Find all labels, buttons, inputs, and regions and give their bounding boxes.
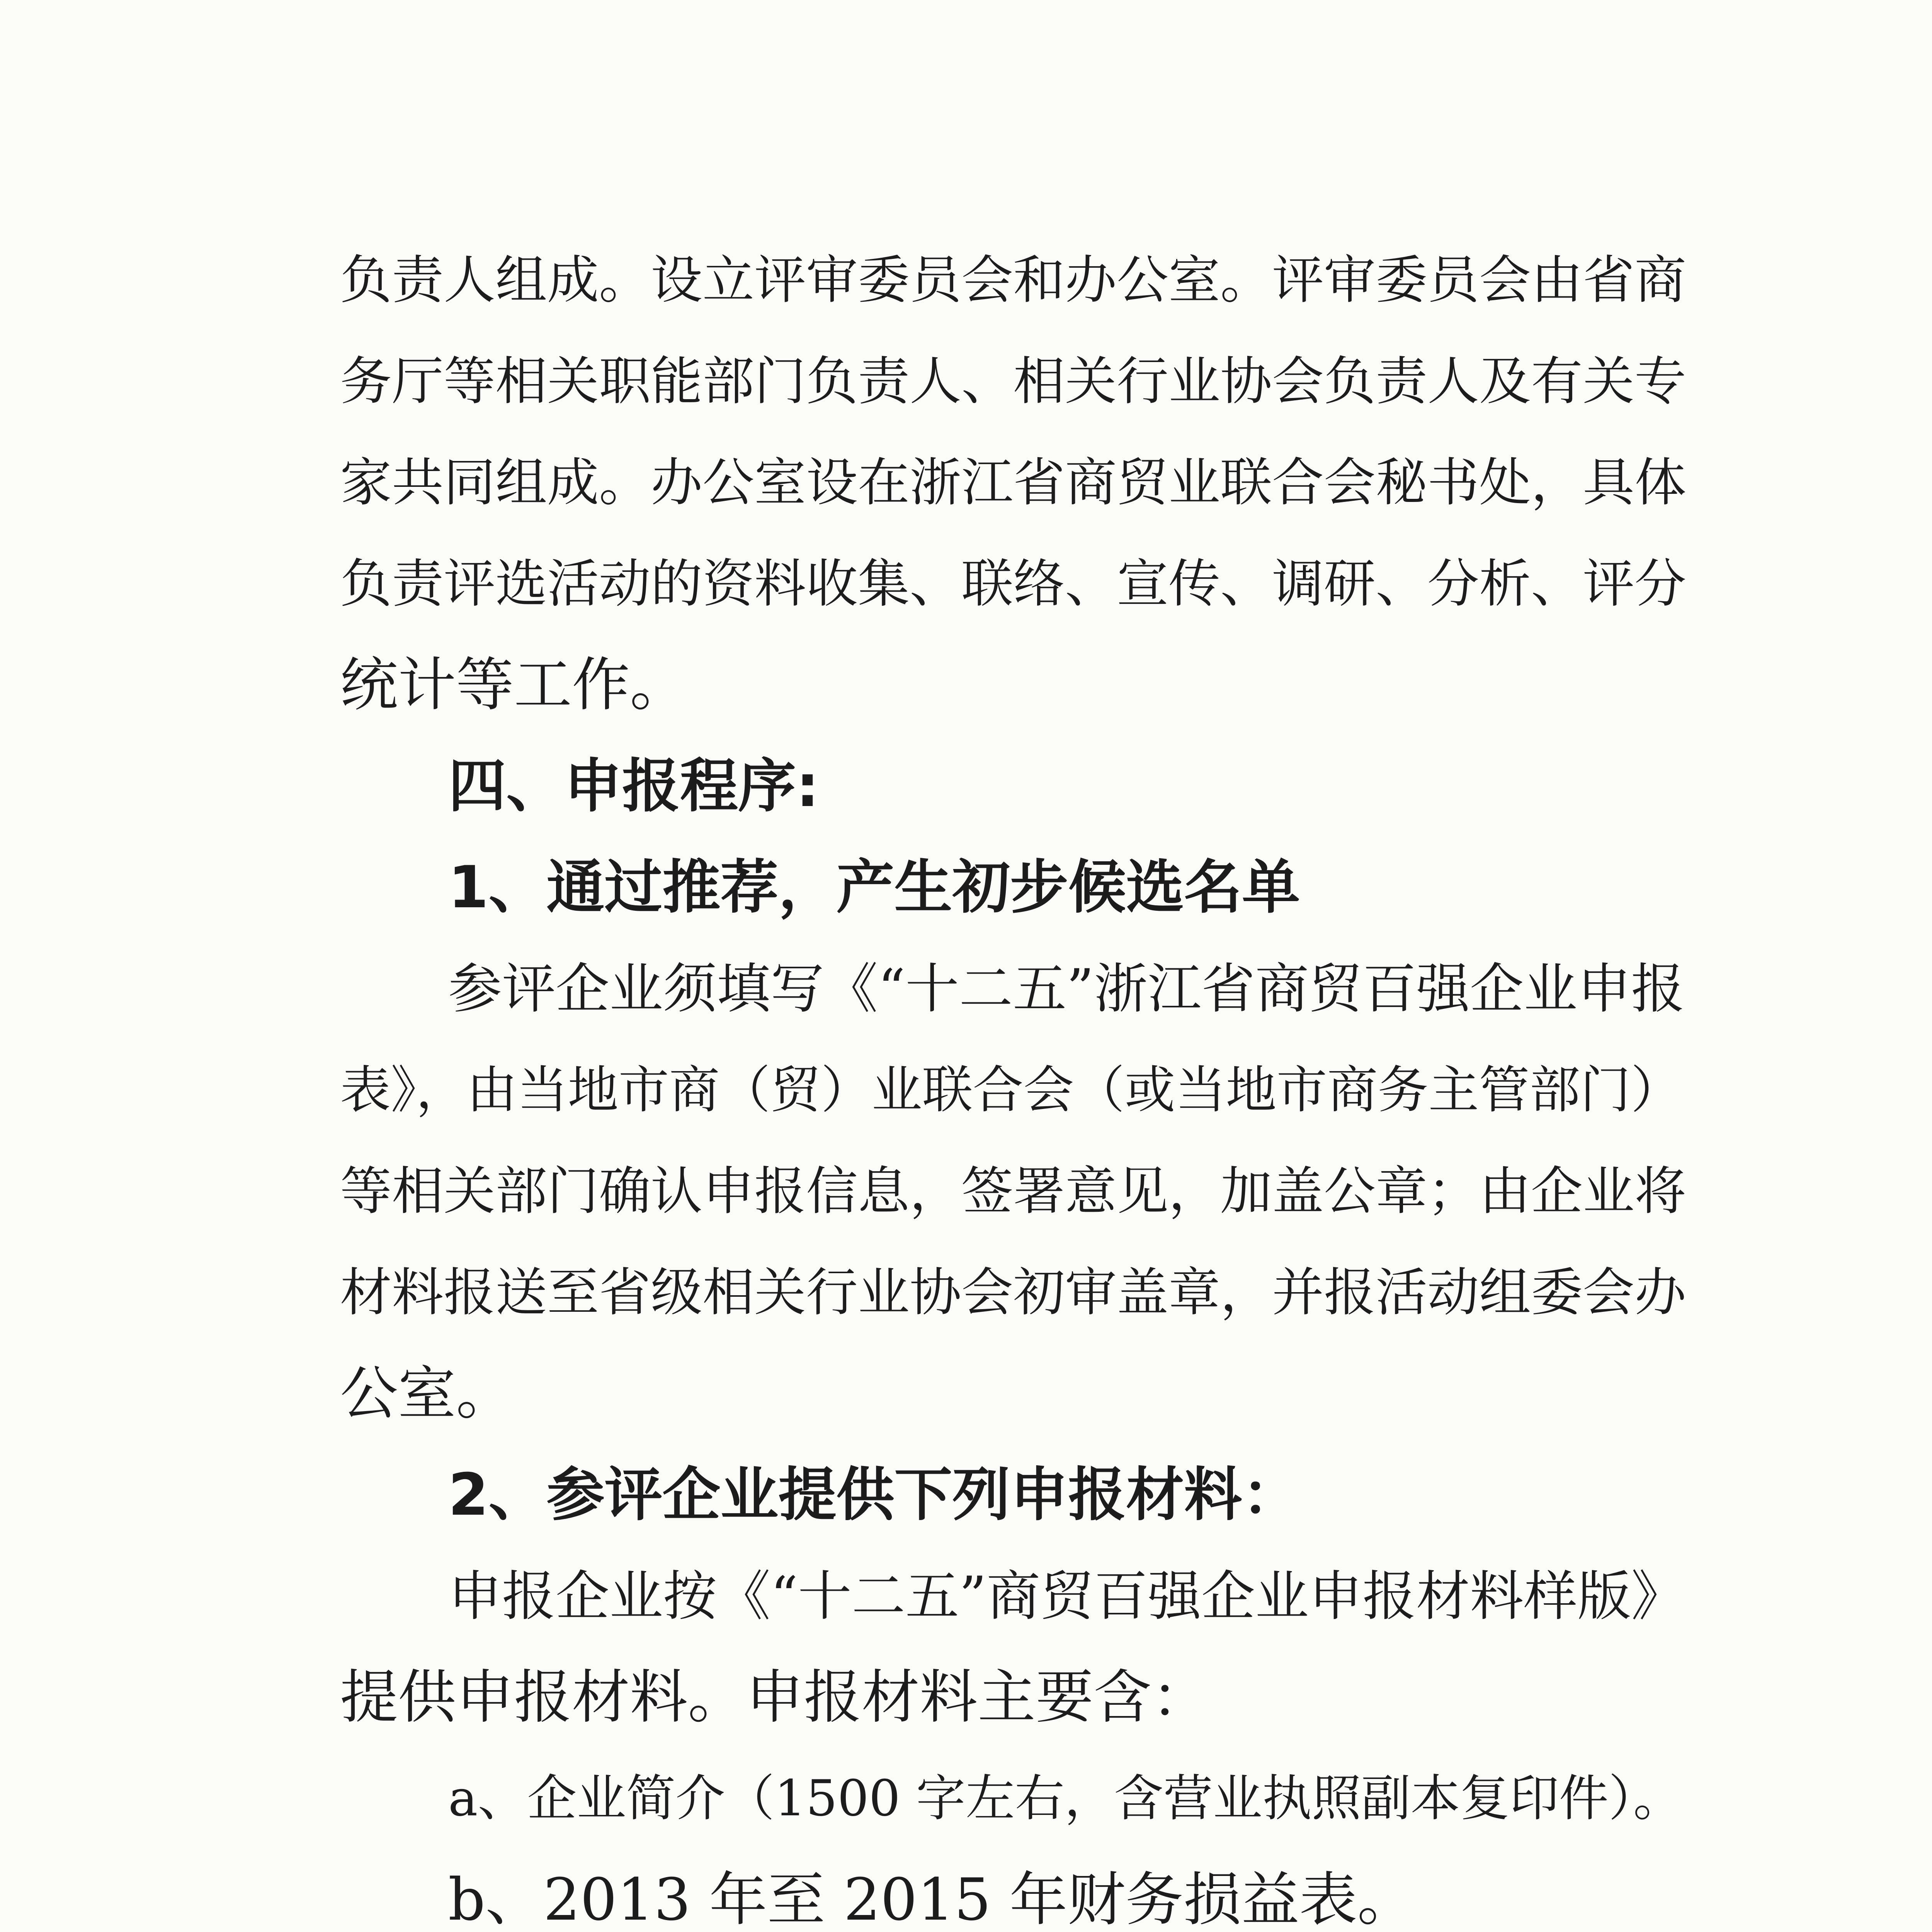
paragraph-line xyxy=(0,1143,1932,1240)
line-text: 提供申报材料。申报材料主要含： xyxy=(340,1664,1210,1731)
paragraph-line xyxy=(0,1244,1932,1341)
paragraph-line xyxy=(0,1345,1932,1442)
paragraph-line xyxy=(0,1042,1932,1138)
paragraph-line xyxy=(0,1649,1932,1746)
paragraph-line xyxy=(0,940,1932,1037)
line-text: 务厅等相关职能部门负责人、相关行业协会负责人及有关专 xyxy=(340,351,1687,412)
line-text: 公室。 xyxy=(340,1360,514,1427)
line-text: 等相关部门确认申报信息，签署意见，加盖公章；由企业将 xyxy=(340,1161,1687,1221)
paragraph-line xyxy=(0,1548,1932,1645)
section-heading xyxy=(0,738,1932,835)
line-text: 表》，由当地市商（贸）业联合会（或当地市商务主管部门） xyxy=(340,1060,1682,1119)
line-text: 四、申报程序: xyxy=(448,753,819,820)
section-heading xyxy=(0,839,1932,936)
line-text: 统计等工作。 xyxy=(340,651,688,719)
line-text: 负责评选活动的资料收集、联络、宣传、调研、分析、评分 xyxy=(340,554,1687,614)
line-text: 材料报送至省级相关行业协会初审盖章，并报活动组委会办 xyxy=(340,1262,1687,1323)
paragraph-line xyxy=(0,637,1932,733)
paragraph-line xyxy=(0,434,1932,531)
line-text: b、2013 年至 2015 年财务损益表。 xyxy=(448,1866,1415,1932)
line-text: 负责人组成。设立评审委员会和办公室。评审委员会由省商 xyxy=(340,250,1687,310)
line-text: 1、通过推荐，产生初步候选名单 xyxy=(448,854,1300,921)
section-heading xyxy=(0,1447,1932,1543)
line-text: 家共同组成。办公室设在浙江省商贸业联合会秘书处，具体 xyxy=(340,452,1687,513)
line-text: a、企业简介（1500 字左右，含营业执照副本复印件）。 xyxy=(448,1770,1683,1827)
line-text: 2、参评企业提供下列申报材料： xyxy=(448,1461,1300,1529)
paragraph-line xyxy=(0,1852,1932,1932)
paragraph-line xyxy=(0,1750,1932,1847)
line-text: 参评企业须填写《“十二五”浙江省商贸百强企业申报 xyxy=(448,957,1685,1020)
paragraph-line xyxy=(0,333,1932,430)
paragraph-line xyxy=(0,232,1932,328)
line-text: 申报企业按《“十二五”商贸百强企业申报材料样版》 xyxy=(448,1565,1685,1628)
paragraph-line xyxy=(0,536,1932,632)
